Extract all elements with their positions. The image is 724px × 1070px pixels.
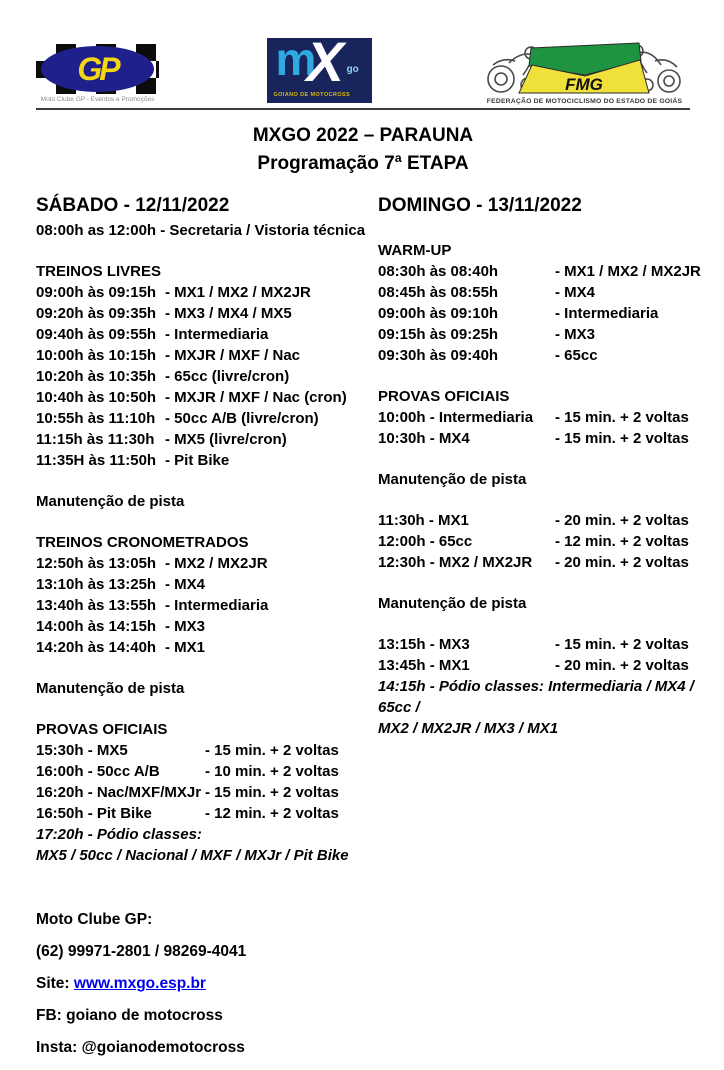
saturday-column-blocks: [36, 220, 378, 866]
schedule-columns: [36, 194, 701, 1070]
schedule-time-cell: 11:35H às 11:50h: [36, 452, 157, 469]
schedule-detail-cell: - 20 min. + 2 voltas: [555, 657, 689, 674]
site-line: [36, 974, 378, 993]
section-heading: PROVAS OFICIAIS: [36, 721, 168, 738]
schedule-time-cell: 09:40h às 09:55h: [36, 326, 157, 343]
title-event: MXGO 2022 – PARAUNA: [252, 125, 474, 146]
schedule-row: [36, 408, 378, 429]
section-heading: TREINOS CRONOMETRADOS: [36, 534, 249, 551]
schedule-row: [36, 761, 378, 782]
spacer: [378, 614, 701, 634]
schedule-row: [36, 303, 378, 324]
mxgo-logo: [267, 38, 372, 103]
fmg-federation-logo: [479, 41, 690, 105]
schedule-line: 14:15h - Pódio classes: Intermediaria / MX4 / 65cc /: [378, 678, 694, 716]
schedule-row: [378, 282, 701, 303]
schedule-time-cell: 09:15h às 09:25h: [378, 326, 499, 343]
schedule-time-cell: 13:40h às 13:55h: [36, 597, 157, 614]
schedule-line: MX2 / MX2JR / MX3 / MX1: [378, 720, 559, 737]
header-divider: [36, 108, 690, 110]
schedule-time-cell: 14:20h às 14:40h: [36, 639, 157, 656]
schedule-row: [36, 637, 378, 658]
site-label: Site:: [36, 975, 74, 992]
schedule-line: Manutenção de pista: [36, 680, 185, 697]
schedule-time-cell: 08:30h às 08:40h: [378, 263, 499, 280]
schedule-time-cell: 11:30h - MX1: [378, 512, 469, 529]
schedule-detail-cell: - MX2 / MX2JR: [165, 555, 268, 572]
mx-go-text: go: [346, 64, 359, 75]
schedule-time-cell: 15:30h - MX5: [36, 742, 128, 759]
schedule-line: MX5 / 50cc / Nacional / MXF / MXJr / Pit Bike: [36, 847, 349, 864]
schedule-detail-cell: - MX3: [555, 326, 596, 343]
schedule-row: [36, 429, 378, 450]
section-heading: TREINOS LIVRES: [36, 263, 162, 280]
schedule-detail-cell: - MX1 / MX2 / MX2JR: [165, 284, 311, 301]
schedule-detail-cell: - 12 min. + 2 voltas: [555, 533, 689, 550]
schedule-row: [36, 574, 378, 595]
schedule-time-cell: 10:55h às 11:10h: [36, 410, 156, 427]
schedule-row: [36, 324, 378, 345]
schedule-time-cell: 13:10h às 13:25h: [36, 576, 157, 593]
schedule-row: [36, 740, 378, 761]
sunday-column: [378, 194, 701, 739]
schedule-row: [36, 616, 378, 637]
schedule-row: [36, 450, 378, 471]
schedule-time-cell: 10:40h às 10:50h: [36, 389, 157, 406]
schedule-line: 17:20h - Pódio classes:: [36, 826, 202, 843]
schedule-time-cell: 09:20h às 09:35h: [36, 305, 157, 322]
spacer: [378, 490, 701, 510]
schedule-row: [378, 510, 701, 531]
spacer: [378, 449, 701, 469]
schedule-detail-cell: - MXJR / MXF / Nac (cron): [165, 389, 347, 406]
schedule-time-cell: 13:45h - MX1: [378, 657, 470, 674]
schedule-detail-cell: - Intermediaria: [555, 305, 659, 322]
schedule-row: [378, 303, 701, 324]
schedule-detail-cell: - MX4: [165, 576, 206, 593]
sunday-column-blocks: [378, 220, 701, 739]
schedule-detail-cell: - 20 min. + 2 voltas: [555, 512, 689, 529]
contact-line: Insta: @goianodemotocross: [36, 1039, 245, 1056]
moto-clube-gp-logo: [36, 44, 159, 103]
section-heading: WARM-UP: [378, 242, 452, 259]
schedule-row: [36, 803, 378, 824]
title-stage: Programação 7ª ETAPA: [257, 153, 469, 174]
schedule-row: [378, 531, 701, 552]
schedule-time-cell: 13:15h - MX3: [378, 636, 470, 653]
schedule-time-cell: 16:00h - 50cc A/B: [36, 763, 160, 780]
schedule-row: [36, 782, 378, 803]
schedule-detail-cell: - MX3 / MX4 / MX5: [165, 305, 292, 322]
schedule-time-cell: 12:30h - MX2 / MX2JR: [378, 554, 533, 571]
spacer: [36, 512, 378, 532]
schedule-time-cell: 12:50h às 13:05h: [36, 555, 157, 572]
schedule-time-cell: 08:45h às 08:55h: [378, 284, 499, 301]
schedule-row: [378, 345, 701, 366]
spacer: [378, 366, 701, 386]
schedule-detail-cell: - MXJR / MXF / Nac: [165, 347, 301, 364]
schedule-time-cell: 10:00h às 10:15h: [36, 347, 157, 364]
schedule-row: [36, 595, 378, 616]
saturday-title: SÁBADO - 12/11/2022: [36, 195, 230, 216]
gp-checkered-flag-icon: [36, 44, 159, 94]
document-title: [36, 122, 690, 178]
section-heading: PROVAS OFICIAIS: [378, 388, 510, 405]
schedule-row: [36, 387, 378, 408]
schedule-detail-cell: - MX3: [165, 618, 206, 635]
schedule-detail-cell: - Intermediaria: [165, 326, 269, 343]
mx-letter-x: X: [306, 38, 344, 93]
schedule-detail-cell: - 15 min. + 2 voltas: [205, 784, 339, 801]
schedule-time-cell: 09:30h às 09:40h: [378, 347, 499, 364]
contact-line: FB: goiano de motocross: [36, 1007, 223, 1024]
schedule-row: [378, 407, 701, 428]
schedule-time-cell: 16:50h - Pit Bike: [36, 805, 152, 822]
schedule-row: [36, 366, 378, 387]
schedule-detail-cell: - 50cc A/B (livre/cron): [165, 410, 319, 427]
schedule-time-cell: 10:30h - MX4: [378, 430, 470, 447]
spacer: [36, 658, 378, 678]
spacer: [36, 241, 378, 261]
schedule-detail-cell: - 15 min. + 2 voltas: [555, 409, 689, 426]
contact-footer: [36, 910, 378, 1057]
schedule-detail-cell: - 15 min. + 2 voltas: [205, 742, 339, 759]
schedule-row: [378, 428, 701, 449]
contact-line: (62) 99971-2801 / 98269-4041: [36, 943, 247, 960]
schedule-detail-cell: - MX1 / MX2 / MX2JR: [555, 263, 701, 280]
schedule-time-cell: 09:00h às 09:10h: [378, 305, 499, 322]
schedule-time-cell: 14:00h às 14:15h: [36, 618, 157, 635]
schedule-detail-cell: - Pit Bike: [165, 452, 230, 469]
schedule-detail-cell: - 20 min. + 2 voltas: [555, 554, 689, 571]
schedule-time-cell: 11:15h às 11:30h: [36, 431, 155, 448]
saturday-column: [36, 194, 378, 1070]
schedule-line: 08:00h as 12:00h - Secretaria / Vistoria técnica: [36, 222, 366, 239]
schedule-detail-cell: - 15 min. + 2 voltas: [555, 636, 689, 653]
schedule-time-cell: 12:00h - 65cc: [378, 533, 473, 550]
schedule-row: [378, 261, 701, 282]
mx-logo-caption: GOIANO DE MOTOCROSS: [273, 92, 351, 98]
fmg-logo-caption: FEDERAÇÃO DE MOTOCICLISMO DO ESTADO DE GOIÁS: [486, 98, 683, 105]
schedule-detail-cell: - 65cc: [555, 347, 598, 364]
schedule-time-cell: 16:20h - Nac/MXF/MXJr: [36, 784, 202, 801]
schedule-detail-cell: - 12 min. + 2 voltas: [205, 805, 339, 822]
fmg-emblem-icon: [479, 41, 690, 97]
gp-logo-caption: Moto Clube GP - Eventos e Promoções: [40, 96, 155, 103]
spacer: [36, 699, 378, 719]
spacer: [378, 573, 701, 593]
schedule-detail-cell: - 10 min. + 2 voltas: [205, 763, 339, 780]
spacer: [378, 220, 701, 240]
schedule-detail-cell: - MX5 (livre/cron): [165, 431, 287, 448]
sunday-title: DOMINGO - 13/11/2022: [378, 195, 582, 216]
fmg-letters: FMG: [565, 75, 603, 94]
schedule-detail-cell: - MX4: [555, 284, 596, 301]
schedule-row: [378, 324, 701, 345]
schedule-row: [36, 345, 378, 366]
schedule-row: [378, 655, 701, 676]
logo-row: [36, 38, 690, 106]
schedule-time-cell: 10:20h às 10:35h: [36, 368, 157, 385]
schedule-line: Manutenção de pista: [378, 595, 527, 612]
schedule-line: Manutenção de pista: [36, 493, 185, 510]
schedule-row: [378, 552, 701, 573]
schedule-row: [378, 634, 701, 655]
schedule-detail-cell: - MX1: [165, 639, 206, 656]
mx-logo-box: [267, 38, 372, 103]
schedule-line: Manutenção de pista: [378, 471, 527, 488]
spacer: [36, 471, 378, 491]
schedule-row: [36, 553, 378, 574]
website-link[interactable]: www.mxgo.esp.br: [73, 975, 206, 992]
schedule-detail-cell: - 65cc (livre/cron): [165, 368, 290, 385]
gp-oval: [41, 46, 154, 92]
schedule-time-cell: 10:00h - Intermediaria: [378, 409, 534, 426]
schedule-time-cell: 09:00h às 09:15h: [36, 284, 157, 301]
schedule-row: [36, 282, 378, 303]
gp-logo-letters: GP: [77, 51, 118, 87]
schedule-detail-cell: - Intermediaria: [165, 597, 269, 614]
mx-letter-m: m: [275, 38, 317, 85]
contact-line: Moto Clube GP:: [36, 911, 153, 928]
schedule-detail-cell: - 15 min. + 2 voltas: [555, 430, 689, 447]
